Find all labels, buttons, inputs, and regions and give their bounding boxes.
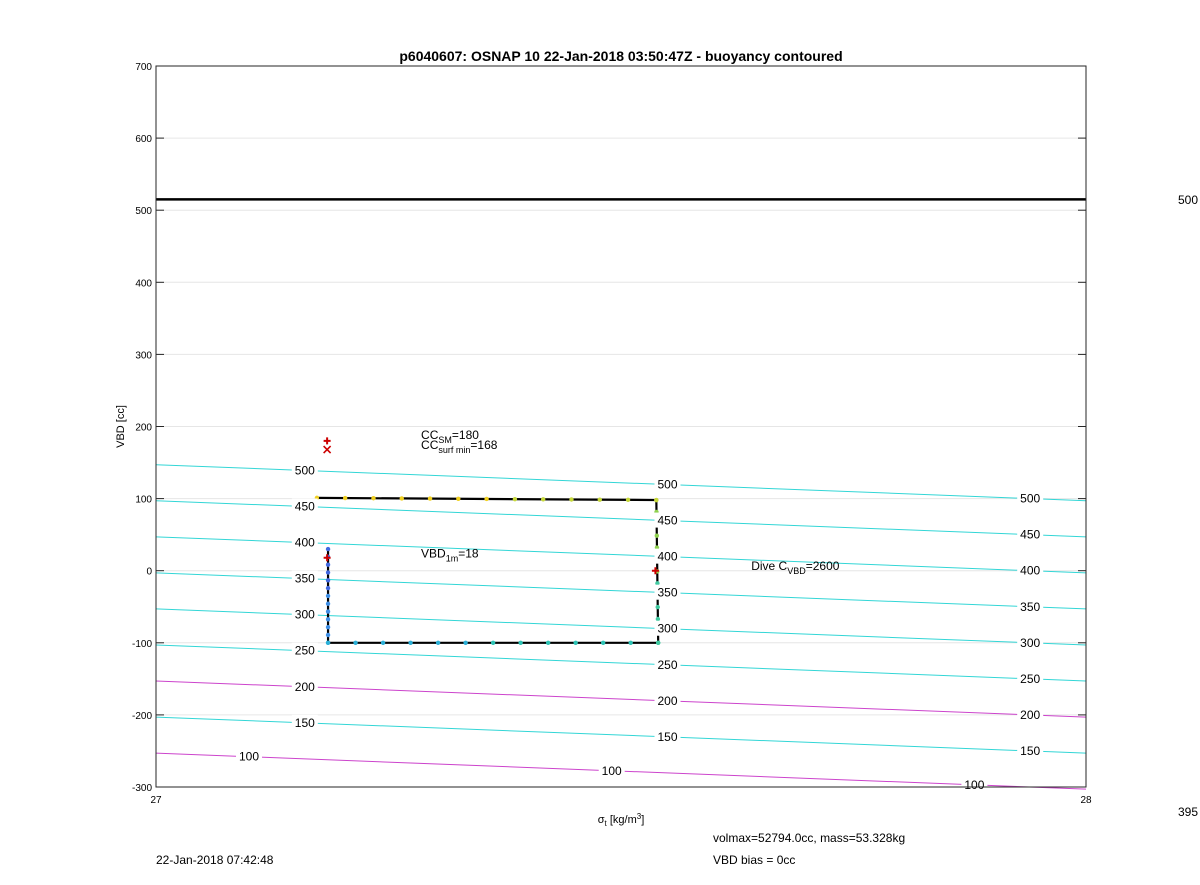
dive-sample-point (353, 641, 357, 645)
contour-label: 450 (294, 499, 315, 514)
y-tick-label: -300 (131, 783, 152, 794)
dive-sample-point (408, 641, 412, 645)
contour-label: 150 (657, 729, 678, 744)
dive-sample-point (343, 496, 347, 500)
dive-sample-point (428, 496, 432, 500)
dive-sample-point (456, 497, 460, 501)
contour-label: 100 (238, 749, 260, 764)
dive-sample-point (541, 497, 545, 501)
dive-sample-point (326, 570, 330, 574)
annotation-cc_surf: $CC_{surf min}=168$ (421, 437, 498, 455)
dive-sample-point (598, 497, 602, 501)
y-tick-label: 700 (135, 62, 152, 73)
contour-label: 200 (1020, 707, 1041, 722)
contour-label: 200 (657, 693, 678, 708)
dive-sample-point (491, 641, 495, 645)
contour-label: 300 (1020, 635, 1041, 650)
dive-sample-point (484, 497, 488, 501)
side-label-top-right: 500 (1178, 193, 1199, 207)
dive-sample-point (513, 497, 517, 501)
dive-sample-point (626, 498, 630, 502)
dive-sample-point (400, 496, 404, 500)
dive-sample-point (546, 641, 550, 645)
x-tick-label: 28 (1080, 795, 1092, 806)
y-tick-label: 100 (135, 494, 152, 506)
contour-label: 150 (1020, 743, 1041, 758)
dive-sample-point (655, 534, 659, 538)
dive-sample-point (326, 602, 330, 606)
contour-label: 200 (294, 679, 315, 694)
contour-label: 450 (1020, 527, 1041, 542)
y-axis-label: VBD [cc] (115, 405, 127, 448)
dive-sample-point (326, 547, 330, 551)
y-tick-label: -100 (131, 638, 152, 650)
volmax-mass-text: volmax=52794.0cc, mass=53.328kg (713, 831, 906, 845)
dive-sample-point (371, 496, 375, 500)
dive-sample-point (326, 617, 330, 621)
contour-label: 100 (601, 763, 622, 778)
contour-label: 350 (657, 585, 678, 600)
y-tick-label: 300 (135, 350, 152, 362)
y-tick-label: 0 (146, 566, 152, 578)
dive-sample-point (654, 498, 658, 502)
dive-sample-point (656, 617, 660, 621)
x-tick-label: 27 (150, 795, 162, 806)
y-tick-label: 600 (135, 134, 152, 146)
dive-sample-point (326, 633, 330, 637)
contour-label: 350 (294, 571, 315, 586)
vbd-bias-text: VBD bias = 0cc (713, 853, 796, 867)
contour-label: 500 (294, 463, 315, 478)
dive-sample-point (326, 562, 330, 566)
dive-sample-point (381, 641, 385, 645)
dive-sample-point (436, 641, 440, 645)
x-axis-label: $\sigma_t$ $[kg/m^3]$ (597, 812, 645, 828)
contour-label: 150 (294, 715, 315, 730)
contour-label: 400 (294, 535, 315, 550)
contour-label: 250 (657, 657, 678, 672)
contour-label: 350 (1020, 599, 1041, 614)
dive-sample-point (326, 641, 330, 645)
contour-label: 250 (1020, 671, 1041, 686)
dive-sample-point (656, 641, 660, 645)
dive-sample-point (463, 641, 467, 645)
y-tick-label: -200 (131, 710, 152, 722)
annotation-cc_sm: $CC_{SM}=180$ (421, 427, 479, 445)
dive-sample-point (628, 641, 632, 645)
dive-sample-point (656, 605, 660, 609)
dive-sample-point (569, 497, 573, 501)
dive-sample-point (326, 586, 330, 590)
contour-label: 100 (964, 777, 985, 792)
dive-sample-point (326, 625, 330, 629)
dive-sample-point (518, 641, 522, 645)
contour-label: 400 (657, 549, 678, 564)
y-tick-label: 500 (135, 206, 152, 218)
dive-sample-point (326, 609, 330, 613)
dive-sample-point (601, 641, 605, 645)
y-tick-label: 200 (135, 422, 152, 434)
timestamp: 22-Jan-2018 07:42:48 (156, 853, 274, 867)
chart-title: p6040607: OSNAP 10 22-Jan-2018 03:50:47Z - buoyancy contoured (399, 48, 843, 64)
annotation-vbd_1m: $VBD_{1m}=18$ (421, 546, 479, 564)
dive-sample-point (326, 594, 330, 598)
annotation-dive_cvbd: Dive $C_{VBD}=2600$ (751, 558, 840, 576)
y-tick-label: 400 (135, 278, 152, 290)
contour-label: 250 (294, 643, 315, 658)
contour-label: 500 (657, 477, 678, 492)
dive-sample-point (326, 578, 330, 582)
contour-label: 450 (657, 513, 678, 528)
contour-label: 300 (294, 607, 315, 622)
dive-sample-point (573, 641, 577, 645)
contour-label: 500 (1020, 491, 1041, 506)
side-label-bottom-right: 395 (1178, 805, 1199, 819)
contour-label: 300 (657, 621, 678, 636)
contour-label: 400 (1020, 563, 1041, 578)
